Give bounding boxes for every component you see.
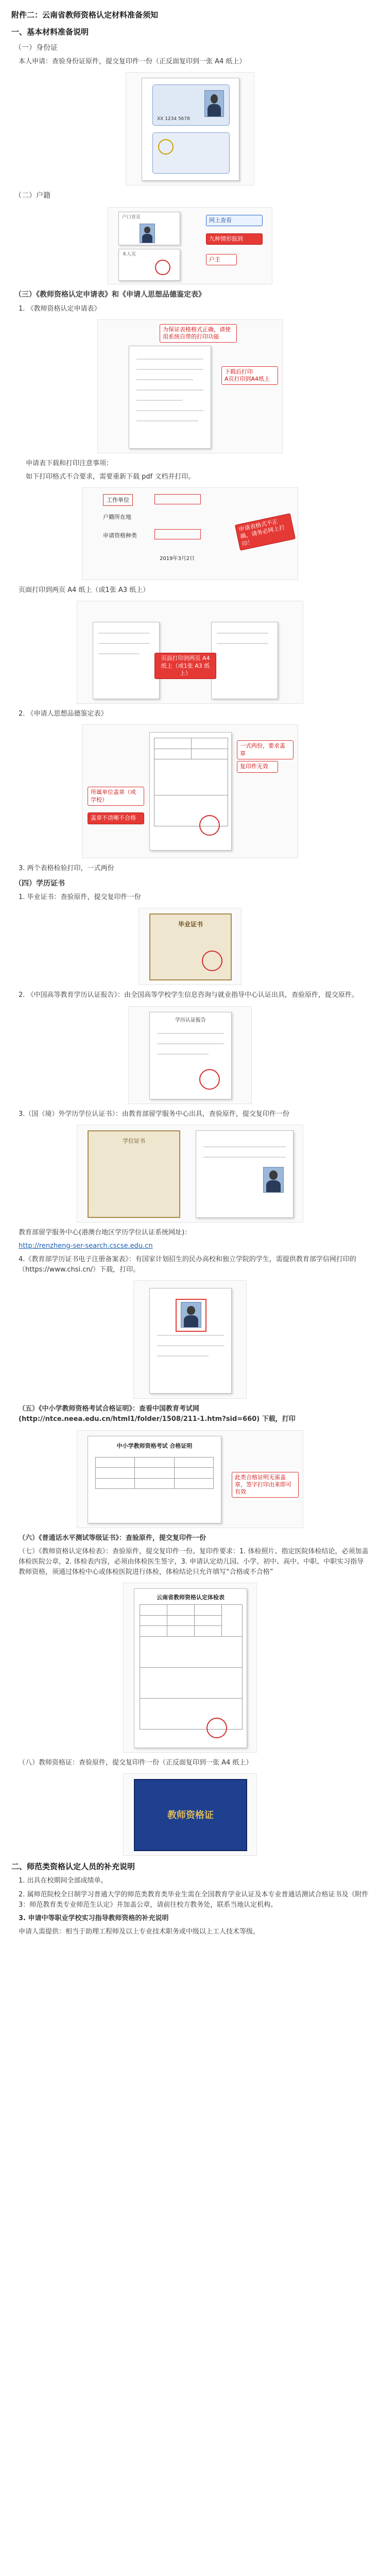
callout-unclear-seal: 盖章不清晰不合格 (88, 812, 144, 824)
print-note-1: 申请表下载和打印注意事项： (26, 459, 113, 467)
callout-online: 网上查看 (206, 215, 263, 226)
after-print-note: 页面打印到两页 A4 纸上（或1张 A3 纸上） (19, 586, 150, 595)
callout-two-copies: 一式两份，要求盖章 (237, 740, 293, 759)
seal-icon (202, 951, 222, 971)
id-card-figure (126, 72, 254, 185)
page-title: 附件二：云南省教师资格认定材料准备须知 (11, 10, 159, 20)
callout-nine-cases: 九种情形报到 (206, 233, 263, 245)
id-card-heading: （一）身份证 (14, 43, 58, 52)
diploma-heading: （八）教师资格证：查验原件，提交复印件一份（正反面复印到一张 A4 纸上） (19, 1759, 253, 1767)
id-card-back (152, 132, 230, 174)
two-page-figure (77, 601, 303, 704)
physical-figure (123, 1583, 257, 1753)
teacher-cert-figure (123, 1773, 257, 1856)
seal-icon (206, 1718, 227, 1738)
callout-format: 为保证表格格式正确，请使用系统自带的打印功能 (160, 324, 237, 343)
section-two-3-text: 申请人需提供：相当于助理工程师及以上专业技术职务或中级以上工人技术等级。 (19, 1928, 260, 1936)
a4-sheet (142, 78, 239, 181)
degree-3: 3.（国（境）外学历学位认证书）：由教育部留学服务中心出具，查验原件，提交复印件一份 (19, 1110, 289, 1118)
application-form-figure (97, 319, 283, 453)
field-box-2 (154, 529, 201, 539)
physical-heading: （七）《教师资格认定体检表》：查验原件，提交复印件一份。复印件要求：1. 体检照片、指定医院体检结论，必须加盖体检医院公章，2. 体检表内容，必须由体检医生签字，3. 申请认定幼儿园、小学、初中、高中、中职、中职实习指导教师资格，须通过体检中心或体检医院进行体检，体检结论只允许填写“合格或不合格” (19, 1547, 369, 1576)
application-sheet (129, 346, 211, 449)
moral-sheet (149, 732, 232, 851)
forms-item2-foot: 3. 两个表格检验打印，一式两份 (19, 865, 114, 873)
id-card-front (152, 84, 230, 126)
forms-heading: （三）《教师资格认定申请表》和《申请人思想品德鉴定表》 (14, 291, 205, 299)
moral-form-figure (82, 724, 298, 858)
page-two (211, 622, 278, 699)
forms-item2: 2. 《申请人思想品德鉴定表》 (19, 710, 108, 718)
callout-no-seal: 此类合格证明无需盖章，签字打印出来即可有效 (232, 1472, 299, 1498)
page-one (93, 622, 160, 699)
report-sheet: 学历认证报告 (149, 1012, 232, 1099)
household-heading: （二）户籍 (14, 192, 50, 200)
foreign-figure (77, 1125, 303, 1223)
print-fields-figure (82, 487, 298, 580)
section-two-1: 1. 出具在校期间全部成绩单。 (19, 1877, 108, 1885)
field-box-1 (154, 494, 201, 504)
section-heading-basic: 一、基本材料准备说明 (11, 27, 89, 37)
degree-link[interactable]: http://renzheng-ser-search.cscse.edu.cn (19, 1242, 153, 1250)
callout-a4: 页面打印到两页 A4 纸上（或1张 A3 纸上） (154, 653, 216, 679)
callout-wrong-format: 申请表格式不正确，请务必网上打印！ (235, 513, 296, 551)
degree-2: 2. 《中国高等教育学历认证报告》：由全国高等学校学生信息咨询与就业指导中心认证出具，查验原件，提交原件。 (19, 991, 359, 999)
degree-heading: （四）学历证书 (14, 879, 65, 888)
section-two-2: 2. 属师范院校全日制学习普通大学的师范类教育类毕业生需在全国教育学业认证及本专业普通话测试合格证书及《附件3：师范教育类专业师范生认定》并加盖公章，请前往校方教务处，联系当地认定机构。 (19, 1890, 369, 1909)
seal-icon (199, 815, 220, 836)
field-cert-type: 申请资格种类 (103, 532, 137, 539)
callout-copy-invalid: 复印件无效 (237, 761, 278, 772)
forms-item1: 1. 《教师资格认定申请表》 (19, 304, 101, 313)
household-photo (140, 224, 155, 243)
emblem-icon (158, 139, 174, 155)
exam-heading: （五）《中小学教师资格考试合格证明》：查看中国教育考试网(http://ntce.neea.edu.cn/html1/folder/1508/211-1.htm?sid=660) 下载，打印 (19, 1405, 296, 1423)
exam-figure (77, 1430, 303, 1528)
callout-download: 下载后打印 A页打印到A4纸上 (221, 366, 278, 385)
physical-sheet: 云南省教师资格认定体检表 (134, 1588, 247, 1748)
diploma-figure (139, 908, 241, 985)
callout-unit-seal: 所属单位盖章（或学校） (88, 787, 144, 806)
photo-highlight (176, 1299, 206, 1332)
moral-table (154, 738, 228, 826)
household-figure (108, 207, 272, 284)
teacher-certificate-cover: 教师资格证 (134, 1779, 247, 1851)
putonghua-heading: （六）《普通话水平测试等级证书》：查验原件，提交复印件一份 (19, 1534, 206, 1542)
foreign-certificate: 学位证书 (88, 1130, 180, 1218)
section-two-3: 3. 申请中等职业学校实习指导教师资格的补充说明 (19, 1914, 169, 1922)
id-card-text: 本人申请：查验身份证原件，提交复印件一份（正反面复印到一张 A4 纸上） (19, 58, 246, 66)
household-page-1: 户口首页 (118, 212, 180, 245)
registration-figure (133, 1280, 247, 1399)
field-residence: 户籍所在地 (103, 514, 131, 521)
degree-1: 1. 毕业证书：查验原件，提交复印件一份 (19, 893, 141, 902)
registration-sheet (149, 1288, 232, 1394)
seal-icon (199, 1069, 220, 1090)
household-page-2: 本人页 (118, 249, 180, 281)
foreign-report (196, 1130, 293, 1218)
section-two-heading: 二、师范类资格认定人员的补充说明 (11, 1862, 135, 1872)
seal-icon (155, 260, 170, 275)
field-date: 2019年3月2日 (160, 556, 195, 562)
field-employer: 工作单位 (103, 494, 133, 506)
id-number: XX 1234 5678 (157, 116, 190, 122)
id-photo (204, 90, 224, 117)
print-note-2: 如下打印格式不合要求，需要重新下载 pdf 文档并打印。 (26, 472, 195, 481)
report-figure (128, 1006, 252, 1104)
degree-link-label: 教育部留学服务中心(港澳台地区学历学位认证系统网址)： (19, 1228, 192, 1236)
exam-sheet: 中小学教师资格考试 合格证明 (88, 1436, 221, 1523)
degree-4: 4.《教育部学历证书电子注册备案表》：有国家计划招生的民办高校和独立学院的学生，需提供教育部学信网打印的（https://www.chsi.cn/）下载，打印。 (19, 1255, 356, 1274)
graduation-certificate: 毕业证书 (149, 913, 232, 980)
callout-householder: 户主 (206, 254, 237, 265)
